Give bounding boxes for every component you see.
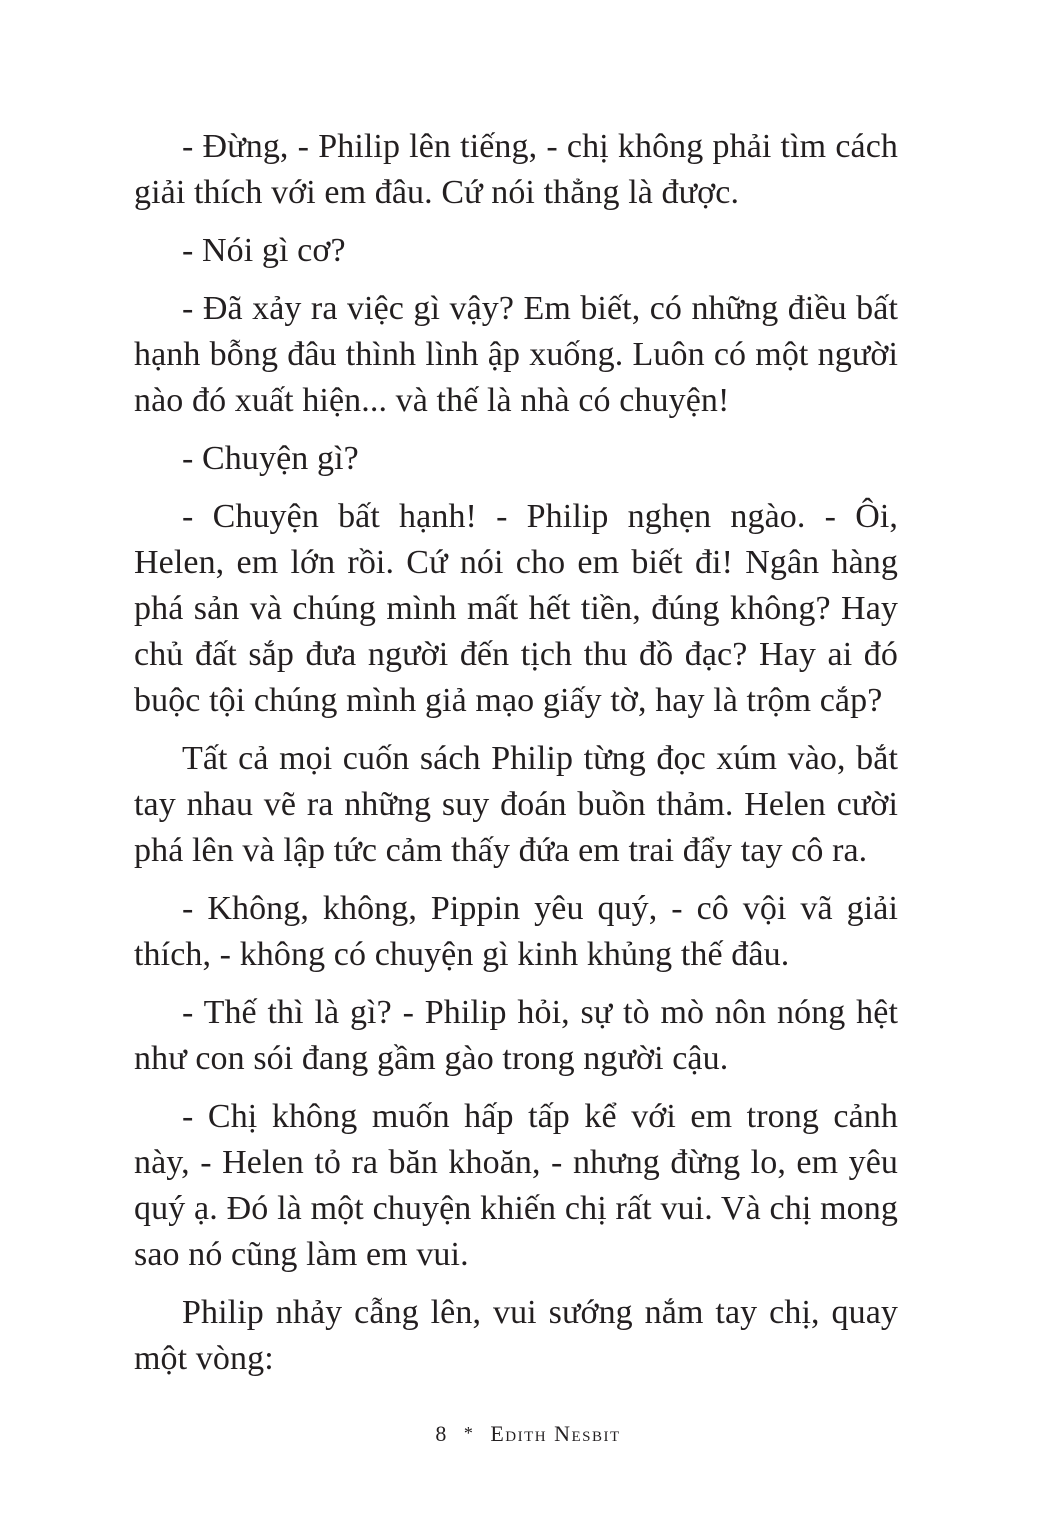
paragraph: - Đừng, - Philip lên tiếng, - chị không phải tìm cách giải thích với em đâu. Cứ nói thẳng là được.	[134, 128, 898, 211]
footer-separator: *	[463, 1423, 474, 1443]
paragraph: - Chuyện gì?	[182, 440, 359, 477]
paragraph: Tất cả mọi cuốn sách Philip từng đọc xúm vào, bắt tay nhau vẽ ra những suy đoán buồn thảm. Helen cười phá lên và lập tức cảm thấy đứa em trai đẩy tay cô ra.	[134, 740, 898, 869]
paragraph: - Thế thì là gì? - Philip hỏi, sự tò mò nôn nóng hệt như con sói đang gầm gào trong người cậu.	[134, 994, 898, 1077]
paragraph: - Nói gì cơ?	[182, 232, 346, 269]
paragraph: - Đã xảy ra việc gì vậy? Em biết, có những điều bất hạnh bỗng đâu thình lình ập xuống. Luôn có một người nào đó xuất hiện... và thế là nhà có chuyện!	[134, 290, 898, 419]
author-name: Edith Nesbit	[490, 1421, 621, 1446]
page-number: 8	[435, 1421, 448, 1446]
paragraph: - Chị không muốn hấp tấp kể với em trong cảnh này, - Helen tỏ ra băn khoăn, - nhưng đừng lo, em yêu quý ạ. Đó là một chuyện khiến chị rất vui. Và chị mong sao nó cũng làm em vui.	[134, 1098, 898, 1273]
body-text	[134, 124, 898, 1394]
paragraph: - Không, không, Pippin yêu quý, - cô vội vã giải thích, - không có chuyện gì kinh khủng thế đâu.	[134, 890, 898, 973]
page-footer	[0, 1418, 1056, 1449]
paragraph: - Chuyện bất hạnh! - Philip nghẹn ngào. - Ôi, Helen, em lớn rồi. Cứ nói cho em biết đi! Ngân hàng phá sản và chúng mình mất hết tiền, đúng không? Hay chủ đất sắp đưa người đến tịch thu đồ đạc? Hay ai đó buộc tội chúng mình giả mạo giấy tờ, hay là trộm cắp?	[134, 498, 898, 719]
paragraph: Philip nhảy cẫng lên, vui sướng nắm tay chị, quay một vòng:	[134, 1294, 898, 1377]
